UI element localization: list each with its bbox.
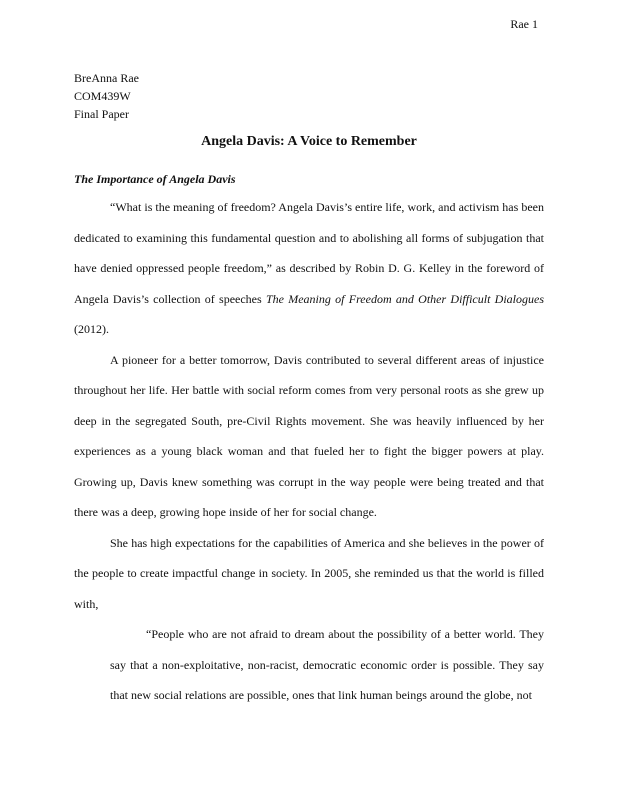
paragraph-1-year: (2012). <box>74 322 109 336</box>
course-code: COM439W <box>74 89 131 103</box>
page-header-number: Rae 1 <box>510 17 538 31</box>
block-quote: “People who are not afraid to dream about the possibility of a better world. They say that a non-exploitative, non-racist, democratic economic order is possible. They say that new social relations are possible, ones that link human beings around the globe, not <box>110 627 544 702</box>
paragraph-3: She has high expectations for the capabilities of America and she believes in the power of the people to create impactful change in society. In 2005, she reminded us that the world is filled with, <box>74 535 544 611</box>
author-name: BreAnna Rae <box>74 71 139 85</box>
document-body <box>74 69 544 711</box>
assignment-name: Final Paper <box>74 107 129 121</box>
paragraph-1 <box>74 192 544 345</box>
mla-heading <box>74 69 544 123</box>
paper-title: Angela Davis: A Voice to Remember <box>201 134 417 149</box>
paragraph-2: A pioneer for a better tomorrow, Davis contributed to several different areas of injustice throughout her life. Her battle with social reform comes from very personal roots as she grew up deep in the segregated South, pre-Civil Rights movement. She was heavily influenced by her experiences as a young black woman and that fueled her to fight the bigger powers at play. Growing up, Davis knew something was corrupt in the way people were being treated and that there was a deep, growing hope inside of her for social change. <box>74 352 544 519</box>
section-heading: The Importance of Angela Davis <box>74 172 236 186</box>
book-title: The Meaning of Freedom and Other Difficult Dialogues <box>265 291 545 306</box>
paragraph-1-text: “What is the meaning of freedom? Angela Davis’s entire life, work, and activism has been dedicated to examining this fundamental question and to abolishing all forms of subjugation that have denied oppressed people freedom,” as described by Robin D. G. Kelley in the foreword of Angela Davis’s collection of speeches <box>74 200 544 306</box>
